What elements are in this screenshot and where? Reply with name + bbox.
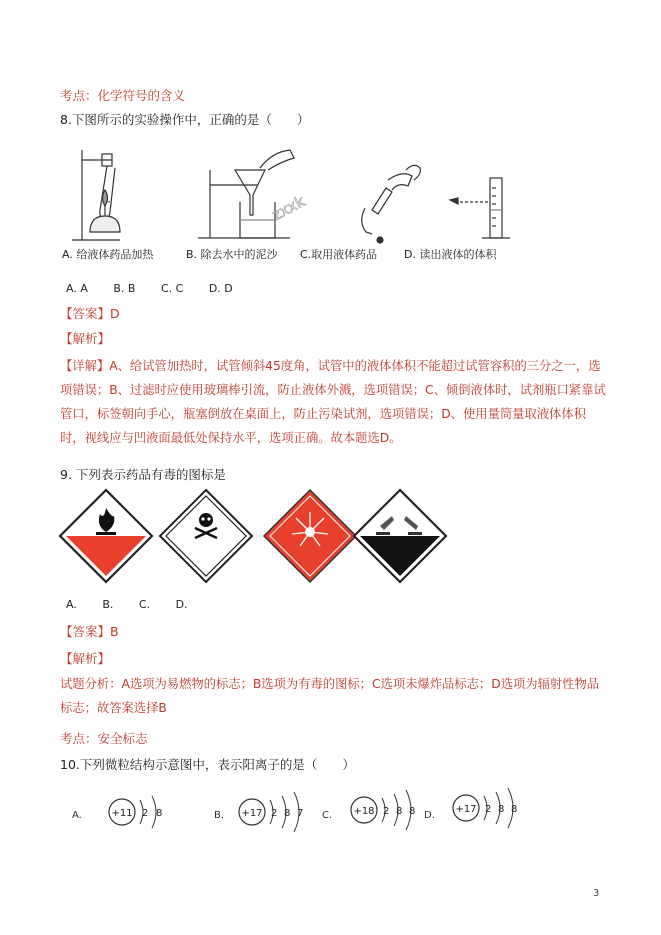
q10-nucleus-c: +18 xyxy=(353,806,375,817)
q10-label-b: B. xyxy=(214,810,225,821)
q9-explosive-sign xyxy=(264,490,356,582)
q8-caption-d: D. 读出液体的体积 xyxy=(404,248,497,261)
q9-option-a: A. xyxy=(66,598,77,611)
q9-answer: 【答案】B xyxy=(60,624,119,639)
q9-question: 9. 下列表示药品有毒的图标是 xyxy=(60,467,226,482)
q9-options xyxy=(66,598,210,611)
q10-diagram-b xyxy=(214,792,303,832)
page-number: 3 xyxy=(593,888,600,899)
q8-option-a: A. A xyxy=(66,282,88,295)
q9-analysis-title: 【解析】 xyxy=(60,651,111,666)
q10-electron-b-1: 2 xyxy=(271,808,278,819)
q10-electron-d-3: 8 xyxy=(511,804,518,815)
q8-analysis-title: 【解析】 xyxy=(60,331,111,346)
q8-options xyxy=(66,282,255,295)
q10-label-c: C. xyxy=(322,810,333,821)
q10-electron-d-2: 8 xyxy=(498,804,505,815)
q7-kaodian: 考点：化学符号的含义 xyxy=(60,88,186,103)
q10-electron-c-1: 2 xyxy=(383,806,390,817)
q10-nucleus-a: +11 xyxy=(111,808,133,819)
q8-answer: 【答案】D xyxy=(60,306,120,321)
q8-question: 8.下图所示的实验操作中，正确的是（ ） xyxy=(60,112,310,127)
q8-option-d: D. D xyxy=(208,282,233,295)
q9-flammable-sign xyxy=(60,490,152,582)
q10-electron-c-3: 8 xyxy=(409,806,416,817)
q8-option-c: C. C xyxy=(160,282,184,295)
q8-experiment-illustrations xyxy=(60,140,520,245)
q9-hazard-signs xyxy=(58,488,458,588)
q9-analysis: 试题分析：A选项为易燃物的标志；B选项为有毒的图标；C选项未爆炸品标志；D选项为辐射性物品标志；故答案选择B xyxy=(60,677,600,715)
q8-d-cylinder-illustration xyxy=(450,178,510,238)
q9-toxic-sign xyxy=(160,490,252,582)
q8-c-pouring-illustration xyxy=(362,165,421,243)
q10-nucleus-d: +17 xyxy=(455,804,477,815)
q10-diagram-a xyxy=(72,796,162,828)
q9-option-c: C. xyxy=(138,598,151,611)
q9-option-b: B. xyxy=(102,598,114,611)
q10-label-d: D. xyxy=(424,810,435,821)
q8-watermark: zxxk xyxy=(269,192,308,225)
q8-a-heating-illustration xyxy=(72,150,120,240)
q8-caption-a: A. 给液体药品加热 xyxy=(62,248,154,261)
q10-electron-c-2: 8 xyxy=(396,806,403,817)
q8-caption-c: C.取用液体药品 xyxy=(300,248,378,261)
q10-electron-a-2: 8 xyxy=(156,808,163,819)
q10-question: 10.下列微粒结构示意图中，表示阳离子的是（ ） xyxy=(60,757,355,772)
q10-electron-b-3: 7 xyxy=(297,808,304,819)
q9-corrosive-sign xyxy=(354,490,446,582)
q10-electron-a-1: 2 xyxy=(142,808,149,819)
q10-label-a: A. xyxy=(72,810,82,821)
q8-detail: 【详解】A、给试管加热时，试管倾斜45度角，试管中的液体体积不能超过试管容积的三分之一，选项错误；B、过滤时应使用玻璃棒引流，防止液体外溅，选项错误；C、倾倒液体时，试剂瓶口紧靠试管口，标签朝向手心，瓶塞倒放在桌面上，防止污染试剂，选项错误；D、使用量筒量取液体体积时，视线应与凹液面最低处保持水平，选项正确。故本题选D。 xyxy=(60,359,606,445)
q10-diagram-c xyxy=(322,790,415,830)
q8-caption-b: B. 除去水中的泥沙 xyxy=(186,248,278,261)
q10-nucleus-b: +17 xyxy=(241,808,263,819)
q10-diagram-d xyxy=(424,788,517,828)
q10-electron-d-1: 2 xyxy=(485,804,492,815)
q8-b-filtration-illustration xyxy=(198,150,294,238)
q8-option-b: B. B xyxy=(113,282,136,295)
q9-kaodian: 考点：安全标志 xyxy=(60,731,148,746)
q10-electron-b-2: 8 xyxy=(284,808,291,819)
q9-option-d: D. xyxy=(175,598,188,611)
q10-atom-diagrams xyxy=(70,786,540,841)
